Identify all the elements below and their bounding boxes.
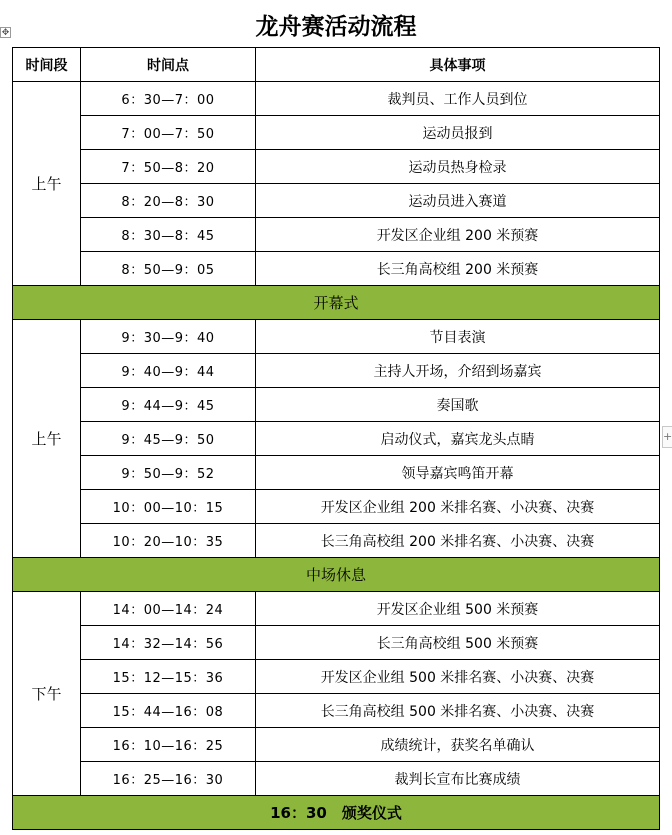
table-row	[13, 82, 660, 116]
page-title: 龙舟赛活动流程	[255, 13, 417, 40]
time-cell: 14：00—14：24	[81, 592, 256, 626]
item-cell: 节目表演	[256, 320, 660, 354]
item-cell: 开发区企业组 200 米排名赛、小决赛、决赛	[256, 490, 660, 524]
add-column-icon[interactable]: +	[662, 426, 672, 448]
band-label: 16：30 颁奖仪式	[13, 796, 660, 830]
period-cell: 上午	[13, 320, 81, 558]
period-cell: 上午	[13, 82, 81, 286]
time-cell: 10：20—10：35	[81, 524, 256, 558]
section-band-opening	[13, 286, 660, 320]
table-row	[13, 184, 660, 218]
table-row	[13, 728, 660, 762]
table-move-handle-icon[interactable]: ✥	[1, 28, 10, 38]
time-cell: 9：30—9：40	[81, 320, 256, 354]
time-cell: 9：50—9：52	[81, 456, 256, 490]
item-cell: 长三角高校组 500 米排名赛、小决赛、决赛	[256, 694, 660, 728]
header-period: 时间段	[13, 48, 81, 82]
time-cell: 7：00—7：50	[81, 116, 256, 150]
band-label: 中场休息	[13, 558, 660, 592]
table-row	[13, 422, 660, 456]
table-row	[13, 626, 660, 660]
table-row	[13, 150, 660, 184]
item-cell: 主持人开场，介绍到场嘉宾	[256, 354, 660, 388]
item-cell: 运动员进入赛道	[256, 184, 660, 218]
period-cell: 下午	[13, 592, 81, 796]
item-cell: 启动仪式，嘉宾龙头点睛	[256, 422, 660, 456]
item-cell: 裁判员、工作人员到位	[256, 82, 660, 116]
table-row	[13, 490, 660, 524]
item-cell: 成绩统计，获奖名单确认	[256, 728, 660, 762]
table-row	[13, 660, 660, 694]
time-cell: 8：50—9：05	[81, 252, 256, 286]
time-cell: 9：45—9：50	[81, 422, 256, 456]
schedule-table	[12, 47, 660, 830]
table-row	[13, 116, 660, 150]
item-cell: 开发区企业组 500 米预赛	[256, 592, 660, 626]
table-row	[13, 456, 660, 490]
time-cell: 15：12—15：36	[81, 660, 256, 694]
table-row	[13, 592, 660, 626]
time-cell: 6：30—7：00	[81, 82, 256, 116]
item-cell: 长三角高校组 500 米预赛	[256, 626, 660, 660]
table-row	[13, 694, 660, 728]
item-cell: 开发区企业组 500 米排名赛、小决赛、决赛	[256, 660, 660, 694]
time-cell: 15：44—16：08	[81, 694, 256, 728]
time-cell: 7：50—8：20	[81, 150, 256, 184]
header-time: 时间点	[81, 48, 256, 82]
time-cell: 14：32—14：56	[81, 626, 256, 660]
header-row	[13, 48, 660, 82]
item-cell: 奏国歌	[256, 388, 660, 422]
time-cell: 10：00—10：15	[81, 490, 256, 524]
item-cell: 运动员报到	[256, 116, 660, 150]
item-cell: 运动员热身检录	[256, 150, 660, 184]
header-item: 具体事项	[256, 48, 660, 82]
time-cell: 8：20—8：30	[81, 184, 256, 218]
time-cell: 16：10—16：25	[81, 728, 256, 762]
table-row	[13, 320, 660, 354]
time-cell: 9：44—9：45	[81, 388, 256, 422]
table-row	[13, 762, 660, 796]
time-cell: 9：40—9：44	[81, 354, 256, 388]
band-label: 开幕式	[13, 286, 660, 320]
item-cell: 长三角高校组 200 米排名赛、小决赛、决赛	[256, 524, 660, 558]
item-cell: 领导嘉宾鸣笛开幕	[256, 456, 660, 490]
item-cell: 长三角高校组 200 米预赛	[256, 252, 660, 286]
time-cell: 16：25—16：30	[81, 762, 256, 796]
table-row	[13, 388, 660, 422]
item-cell: 裁判长宣布比赛成绩	[256, 762, 660, 796]
table-row	[13, 218, 660, 252]
table-row	[13, 524, 660, 558]
section-band-award	[13, 796, 660, 830]
item-cell: 开发区企业组 200 米预赛	[256, 218, 660, 252]
section-band-break	[13, 558, 660, 592]
time-cell: 8：30—8：45	[81, 218, 256, 252]
table-row	[13, 354, 660, 388]
table-row	[13, 252, 660, 286]
